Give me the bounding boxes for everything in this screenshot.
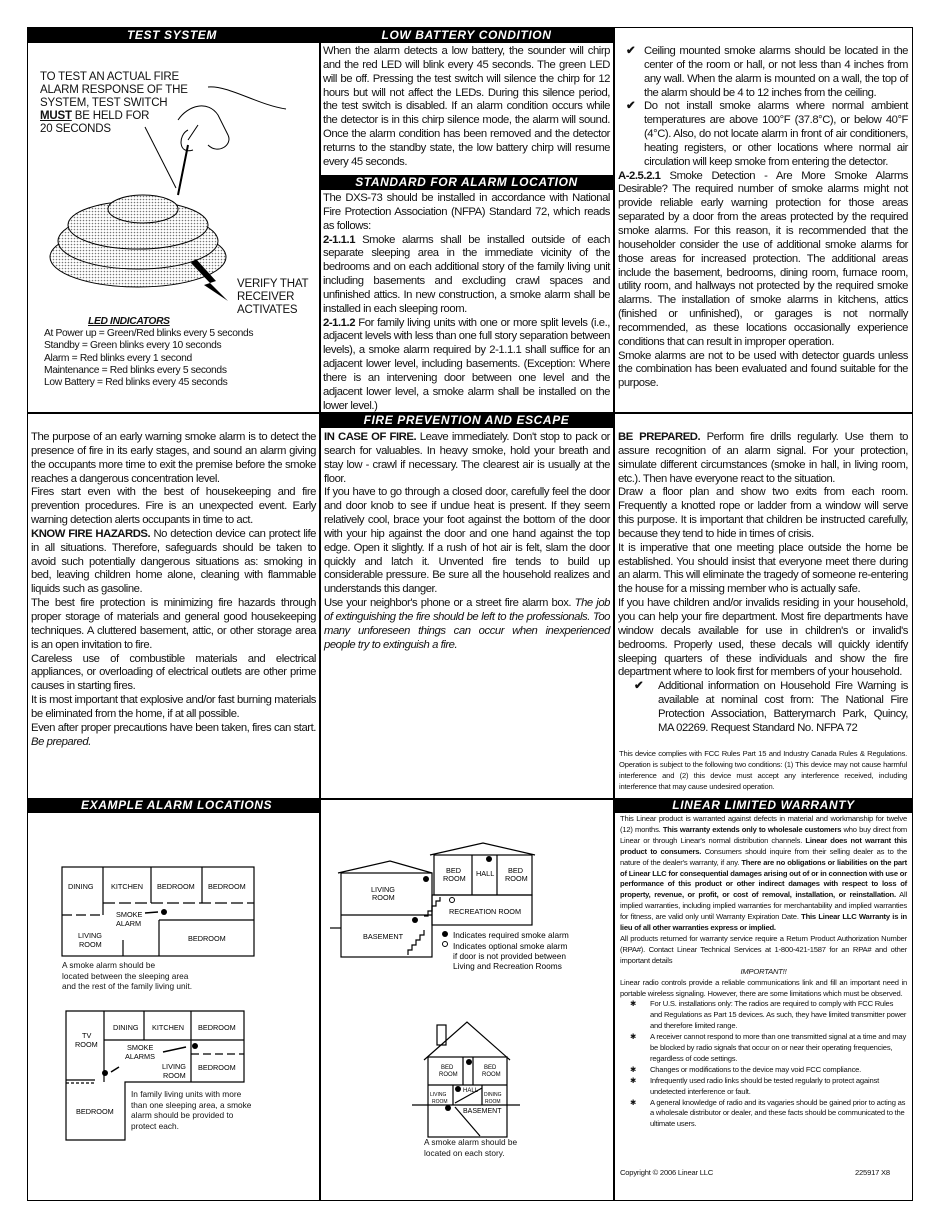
- smoke-alarm-dot: [445, 1105, 451, 1111]
- instruction-line: SYSTEM, TEST SWITCH: [40, 97, 168, 109]
- room-label: ROOM: [75, 1040, 98, 1049]
- paragraph: It is most important that explosive and/or fast burning materials be eliminated from the home, if at all possible.: [31, 694, 316, 720]
- smoke-alarm-dot: [192, 1043, 198, 1049]
- room-label: ROOM: [372, 893, 395, 902]
- bullet-item: [620, 1065, 907, 1076]
- room-label: LIVING: [371, 885, 395, 894]
- room-label: BEDROOM: [208, 882, 246, 891]
- paragraph: The purpose of an early warning smoke alarm is to detect the presence of fire in its early stages, and sound an alarm giving the occupants more time to exit the premise before the smoke reaches a dangerous concentration level.: [31, 431, 316, 485]
- instruction-line: ALARM RESPONSE OF THE: [40, 84, 188, 96]
- header-fire-prevention: FIRE PREVENTION AND ESCAPE: [320, 413, 613, 428]
- lead-text: IN CASE OF FIRE.: [324, 431, 417, 443]
- caption-line: than one sleeping area, a smoke: [131, 1099, 252, 1110]
- warranty-text-segment: Consumers should inquire from their selling dealer as to the nature of the dealer's warranty, if any.: [620, 846, 908, 867]
- caption-line: In family living units with more: [131, 1089, 242, 1099]
- led-item: Maintenance = Red blinks every 5 seconds: [44, 364, 227, 376]
- paragraph-text: Smoke Detection - Are More Smoke Alarms Desirable? The required number of smoke alarms might not provide reliable early warning protection for those areas separated by a door from the areas protected by the required smoke alarms. For this reason, it is recommended that the householder consider the use of additional smoke alarms for those areas for increased protection. The additional areas include the basement, bedrooms, dining room, furnace room, utility room, and hallways not protected by the required smoke alarms. The installation of smoke alarms in kitchens, attics (finished or unfinished), or garages is not normally recommended, as these locations occasionally experience conditions that can result in improper operation.: [618, 169, 908, 348]
- bullet-item: [620, 1098, 907, 1131]
- room-label: BED: [441, 1065, 454, 1071]
- caption-line: alarm should be provided to: [131, 1110, 234, 1121]
- section-number: A-2.5.2.1: [618, 169, 661, 182]
- bullet-item: [620, 1076, 907, 1098]
- alarm-label: SMOKE: [116, 910, 143, 919]
- warranty-text-segment: All implied warranties, including implied warranties for merchantability and implied warranties for fitness, are valid only until Warranty Expiration Date.: [620, 890, 907, 922]
- smoke-alarm-dot: [455, 1086, 461, 1092]
- room-label: BASEMENT: [363, 932, 404, 941]
- led-item: Low Battery = Red blinks every 45 seconds: [44, 377, 228, 389]
- room-label: BED: [446, 866, 462, 875]
- legend-text: Indicates required smoke alarm: [453, 930, 569, 940]
- copyright: Copyright © 2006 Linear LLC: [620, 1168, 714, 1177]
- header-low-battery: LOW BATTERY CONDITION: [320, 28, 613, 43]
- warranty-text-segment: who buy direct from Linear or through Linear's normal distribution channels.: [620, 824, 907, 845]
- caption-line: located between the sleeping area: [62, 970, 189, 981]
- asterisk-icon: ✱: [630, 1075, 637, 1085]
- instruction-line: TO TEST AN ACTUAL FIRE: [40, 71, 179, 83]
- room-label: LIVING: [162, 1062, 186, 1071]
- header-warranty: LINEAR LIMITED WARRANTY: [614, 798, 913, 813]
- bullet-text: Changes or modifications to the device may void FCC compliance.: [650, 1064, 862, 1074]
- led-item: Alarm = Red blinks every 1 second: [44, 352, 192, 364]
- warranty-text: [620, 814, 907, 1130]
- room-label: LIVING: [78, 931, 102, 940]
- paragraph-text: For family living units with one or more split levels (i.e., adjacent levels with less than one full story separation between levels), a smoke alarm required by 2-1.1.1 shall suffice for an adjacent lower level, including basements. (Exception: Where there is an intervening door between one level and the adjacent lower level, a smoke alarm shall be installed on the lower level.): [323, 316, 610, 412]
- asterisk-icon: ✱: [630, 1064, 637, 1074]
- must-emphasis: MUST: [40, 110, 72, 122]
- paragraph-text: Do not install smoke alarms where normal ambient temperatures are above 100°F (37.8°C), or below 40°F (4°C). Also, do not locate alarm in front of air conditioners, heating registers, or other locations where normal air circulation will keep smoke from entering the detector.: [644, 100, 908, 168]
- paragraph-text: Use your neighbor's phone or a street fire alarm box.: [324, 597, 575, 610]
- room-label: ROOM: [439, 1072, 458, 1078]
- italic-text: Be prepared.: [31, 735, 91, 748]
- alarm-label: ALARM: [116, 919, 142, 928]
- legend-text: Living and Recreation Rooms: [453, 961, 562, 971]
- room-label: BEDROOM: [198, 1063, 236, 1072]
- room-label: BED: [484, 1065, 497, 1071]
- room-label: TV: [82, 1031, 92, 1040]
- required-alarm-icon: [442, 931, 448, 937]
- asterisk-icon: ✱: [630, 1032, 637, 1042]
- arrow-icon: [145, 912, 158, 913]
- paragraph: This device complies with FCC Rules Part 15 and Industry Canada Rules & Regulations. Operation is subject to the following two conditions: (1) This device may not cause harmful interference and (2) this device must accept any interference received, including interference that may cause undesired operation.: [619, 749, 907, 791]
- caption-line: and the rest of the family living unit.: [62, 981, 193, 992]
- bullet-text: A general knowledge of radio and its vagaries should be gained prior to acting as a wholesale distributor or dealer, and these facts should be communicated to the ultimate users.: [650, 1097, 906, 1129]
- instruction-text: BE HELD FOR: [71, 110, 150, 122]
- italic-text: The job of extinguishing the fire should be left to the professionals. Too many unforeseen things can occur when inexperienced people try to extinguish a fire.: [324, 597, 610, 651]
- checkmark-icon: ✔: [634, 680, 644, 693]
- warranty-paragraph: [620, 814, 907, 934]
- caption-line: protect each.: [131, 1120, 179, 1131]
- optional-alarm-icon: [450, 898, 455, 903]
- room-label: HALL: [463, 1088, 479, 1094]
- asterisk-icon: ✱: [630, 1097, 637, 1107]
- instruction-line: 20 SECONDS: [40, 123, 111, 135]
- room-label: BASEMENT: [463, 1108, 502, 1115]
- caption-line: located on each story.: [424, 1147, 505, 1158]
- important-heading: IMPORTANT!!: [740, 966, 787, 976]
- alarm-label: ALARMS: [125, 1052, 156, 1061]
- lead-text: KNOW FIRE HAZARDS.: [31, 527, 151, 540]
- room-label: ROOM: [482, 1072, 501, 1078]
- paragraph: The best fire protection is minimizing fire hazards through proper storage of materials and general good housekeeping techniques. A cluttered basement, attic, or other storage area is an open invitation to fire.: [31, 597, 316, 651]
- room-label: HALL: [476, 869, 495, 878]
- alarm-label: SMOKE: [127, 1043, 154, 1052]
- plan1-caption: [62, 960, 192, 992]
- part-number: 225917 X8: [855, 1168, 890, 1177]
- house2-caption: [424, 1137, 517, 1158]
- room-label: BED: [508, 866, 524, 875]
- room-label: ROOM: [79, 940, 102, 949]
- verify-line: ACTIVATES: [237, 304, 298, 316]
- room-label: DINING: [68, 882, 94, 891]
- header-test-system: TEST SYSTEM: [27, 28, 320, 43]
- paragraph: When the alarm detects a low battery, the sounder will chirp and the red LED will blink every 45 seconds. The green LED will be off. Pressing the test switch will silence the chirp for 12 hours but will not affect the LEDs. During this silence period, the test switch is disabled. If an alarm condition occurs while the detector is in this chirp silence mode, the alarm will sound. Once the alarm condition has been removed and the detector returns to the standby state, the low battery chirp will resume every 45 seconds.: [323, 45, 610, 168]
- room-label: ROOM: [432, 1099, 448, 1105]
- paragraph: Draw a floor plan and show two exits from each room. Frequently a knotted rope or ladder from a window will serve this purpose. It is important that children be instructed carefully, because they tend to hide in times of crisis.: [618, 486, 908, 540]
- paragraph: The DXS-73 should be installed in accordance with National Fire Protection Association (NFPA) Standard 72, which reads as follows:: [323, 192, 610, 232]
- paragraph: It is imperative that one meeting place outside the home be established. You should insist that everyone meet there during an alarm. This will eliminate the tragedy of someone re-entering the house for a missing member who is actually safe.: [618, 541, 908, 596]
- paragraph-text: Even after proper precautions have been taken, fires can start.: [31, 721, 316, 734]
- caption-line: A smoke alarm should be: [62, 960, 156, 970]
- warranty-bold-segment: Linear does not warrant this product to consumers.: [620, 835, 907, 856]
- house-two-story: [412, 1022, 520, 1137]
- bullet-text: For U.S. installations only: The radios are required to comply with FCC Rules and Regulations as Part 15 devices. As such, they have limited transmitter power and therefore limited range.: [650, 999, 907, 1031]
- room-label: DINING: [484, 1092, 502, 1098]
- led-item: At Power up = Green/Red blinks every 5 seconds: [44, 328, 254, 340]
- lead-text: BE PREPARED.: [618, 431, 701, 443]
- asterisk-icon: ✱: [630, 999, 637, 1009]
- bullet-text: A receiver cannot respond to more than one transmitted signal at a time and may be blocked by radio signals that occur on or near their operating frequencies, regardless of code settings.: [650, 1032, 907, 1063]
- paragraph-text: Perform fire drills regularly. Use them to assure recognition of an alarm signal. For your protection, simulate different circumstances (smoke in hall, in living room, etc.). Then have everyone react to the situation.: [618, 431, 908, 485]
- header-example-locations: EXAMPLE ALARM LOCATIONS: [27, 798, 320, 813]
- checkmark-icon: ✔: [626, 45, 636, 57]
- verify-line: RECEIVER: [237, 291, 295, 303]
- bullet-item: [620, 1032, 907, 1065]
- led-item: Standby = Green blinks every 10 seconds: [44, 340, 222, 352]
- paragraph-text: No detection device can protect life in all situations. Therefore, safeguards should be taken to avoid such potentially dangerous situations as: smoking in bed, leaving children home alone, cleaning with flammable liquids such as gasoline.: [31, 527, 316, 596]
- legend-text: Indicates optional smoke alarm: [453, 941, 568, 951]
- paragraph-text: Smoke alarms shall be installed outside of each separate sleeping area in the immediate vicinity of the bedrooms and on each additional story of the family living unit including basements and excluding crawl spaces and unfinished attics. In new construction, a smoke alarm shall be installed in each sleeping room.: [323, 233, 610, 315]
- section-number: 2-1.1.2: [323, 316, 356, 329]
- paragraph: If you have children and/or invalids residing in your household, you can help your fire department. Most fire departments have window decals available for use in children's or invalid's bedrooms. Properly used, these decals will quickly identify sleeping quarters of these individuals and show the fire department where to look first for members of your household.: [618, 597, 908, 679]
- paragraph: Smoke alarms are not to be used with detector guards unless the combination has been evaluated and found suitable for the purpose.: [618, 349, 908, 390]
- paragraph-text: Additional information on Household Fire Warning is available at nominal cost from: The National Fire Protection Association, Batterymarch Park, Quincy, MA 02269. Request Standard No. NFPA 72: [658, 680, 908, 734]
- caption-line: A smoke alarm should be: [424, 1137, 518, 1147]
- room-label: BEDROOM: [76, 1107, 114, 1116]
- room-label: KITCHEN: [111, 882, 144, 891]
- room-label: ROOM: [505, 874, 528, 883]
- room-label: BEDROOM: [188, 934, 226, 943]
- paragraph-text: Leave immediately. Don't stop to pack or search for valuables. In heavy smoke, hold your breath and stay low - crawl if necessary. The clearest air is usually at the floor.: [324, 431, 610, 485]
- section-number: 2-1.1.1: [323, 233, 356, 246]
- warranty-bold-segment: This Linear LLC Warranty is in lieu of all other warranties express or implied.: [620, 912, 907, 933]
- verify-line: VERIFY THAT: [237, 278, 309, 290]
- checkmark-icon: ✔: [626, 100, 636, 113]
- bullet-text: Infrequently used radio links should be tested regularly to protect against undetected interference or fault.: [650, 1075, 879, 1096]
- room-label: RECREATION ROOM: [449, 907, 522, 916]
- bullet-item: [620, 999, 907, 1032]
- room-label: ROOM: [443, 874, 466, 883]
- room-label: ROOM: [485, 1099, 501, 1105]
- room-label: LIVING: [430, 1092, 447, 1098]
- optional-alarm-icon: [443, 942, 448, 947]
- smoke-alarm-dot: [412, 917, 418, 923]
- room-label: DINING: [113, 1023, 139, 1032]
- warranty-text-segment: This Linear product is warranted against defects in material and workmanship for twelve (12) months.: [620, 814, 907, 834]
- rpa-paragraph: All products returned for warranty service require a Return Product Authorization Number (RPA#). Contact Linear Technical Services at 1-800-421-1587 for an RPA# and other important details: [620, 933, 907, 965]
- smoke-alarm-dot: [102, 1070, 108, 1076]
- paragraph: Fires start even with the best of housekeeping and fire prevention procedures. Fire is an unexpected event. Early warning detection alerts occupants in time to act.: [31, 486, 316, 527]
- limitations-paragraph: Linear radio controls provide a reliable communications link and fill an important need in portable wireless signaling. However, there are some limitations which must be observed.: [620, 977, 907, 998]
- room-label: KITCHEN: [152, 1023, 185, 1032]
- led-title: LED INDICATORS: [88, 316, 170, 327]
- smoke-alarm-dot: [161, 909, 167, 915]
- warranty-bold-segment: This warranty extends only to wholesale customers: [662, 824, 842, 834]
- plan2-caption: [131, 1089, 251, 1131]
- room-label: ROOM: [163, 1071, 186, 1080]
- warranty-bold-segment: There are no obligations or liabilities on the part of Linear LLC for consequential damages arising out of or in connection with use or performance of this product or other indirect damages with respect to loss of property, revenue, or profit, or cost of removal, installation, or reinstallation.: [620, 857, 907, 900]
- legend-text: if door is not provided between: [453, 951, 567, 961]
- room-label: BEDROOM: [157, 882, 195, 891]
- room-label: BEDROOM: [198, 1023, 236, 1032]
- paragraph: If you have to go through a closed door, carefully feel the door and door knob to see if undue heat is present. If they seem relatively cool, brace your foot against the bottom of the door with your hip against the door and one hand against the top edge. Open it slightly. If a rush of hot air is felt, slam the door quickly and latch it. Unvented fire tends to build up considerable pressure. Be sure all the household realizes and understands this danger.: [324, 486, 610, 596]
- smoke-alarm-dot: [486, 856, 492, 862]
- paragraph: Careless use of combustible materials and electrical appliances, or overloading of electrical outlets are other prime causes in starting fires.: [31, 652, 316, 693]
- paragraph-text: Ceiling mounted smoke alarms should be located in the center of the room or hall, or not less than 4 inches from any wall. When the alarm is mounted on a wall, the top of the alarm should be 4 to 12 inches from the ceiling.: [644, 45, 908, 99]
- smoke-alarm-dot: [423, 876, 429, 882]
- smoke-alarm-dot: [466, 1059, 472, 1065]
- header-standard: STANDARD FOR ALARM LOCATION: [320, 175, 613, 190]
